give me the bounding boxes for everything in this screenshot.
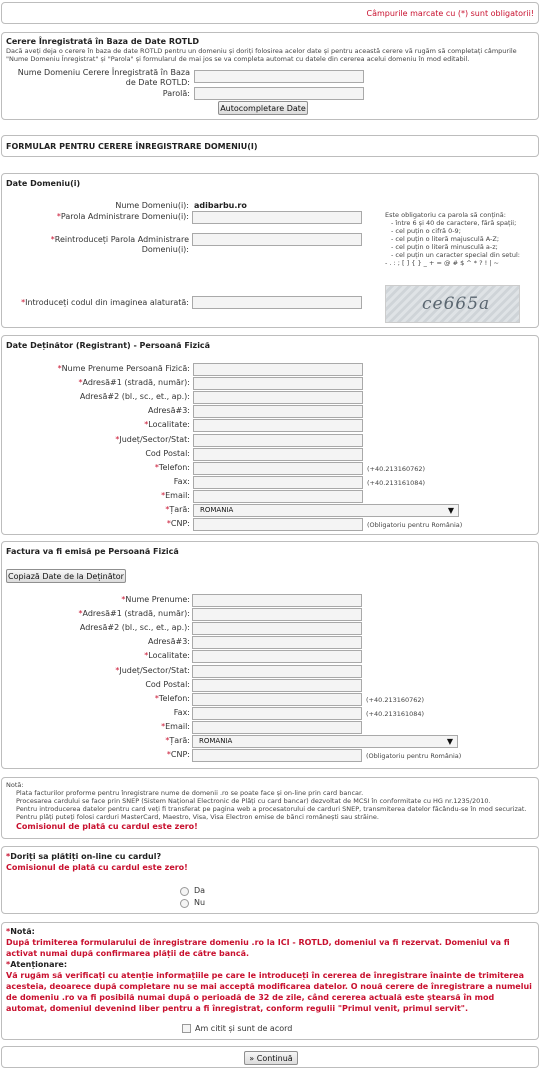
chevron-down-icon: ▼	[447, 506, 454, 515]
required-marker: *	[78, 609, 83, 619]
admin-password-label: Parola Administrare Domeniu(i):	[60, 212, 189, 221]
required-marker: *	[165, 736, 170, 745]
agree-label: Am citit și sunt de acord	[195, 1024, 293, 1033]
registrant-field-input[interactable]	[193, 405, 363, 418]
registrant-field-input[interactable]	[193, 448, 363, 461]
registrant-field-label-text: Adresă#1 (stradă, număr):	[82, 378, 190, 388]
billing-field-label-text: Județ/Sector/Stat:	[119, 665, 190, 675]
attention-text: Vă rugăm să verificați cu atenție informațiile pe care le introduceți în cererea de înregistrare înainte de trimiterea acesteia, deoarece după completare nu se mai acceptă modificarea datelor. O nouă cerere de înregistrare a numelui de domeniu .ro va fi posibilă numai după o perioadă de 32 de zile, când cererea actuală este ștearsă în mod automat, domeniul devenind liber pentru a fi înregistrat, conform regulii "Primul venit, primul servit".	[6, 971, 532, 1013]
registrant-field-label	[148, 406, 190, 416]
existing-domain-input[interactable]	[194, 70, 364, 83]
registrant-field-input[interactable]	[193, 391, 363, 404]
billing-field-label-text: CNP:	[170, 750, 190, 760]
autofill-button[interactable]: Autocompletare Date	[218, 101, 308, 115]
required-marker: *	[78, 378, 83, 388]
billing-field-label	[115, 666, 190, 676]
registrant-field-input[interactable]	[193, 490, 363, 503]
required-marker: *	[57, 364, 62, 373]
retype-password-label-1: Reintroduceți Parola Administrare	[54, 235, 189, 244]
billing-field-input[interactable]	[192, 608, 362, 621]
domain-section: Date Domeniu(i) Nume Domeniu(i): adibarbu.ro *Parola Administrare Domeniu(i): *Reintroduceți Parola Administrare Domeniu(i): *Introduceți codul din imaginea alaturată: Este obligatoriu ca parola să conțină: - între 6 și 40 de caractere, fără spații; - cel puțin o cifră 0-9; - cel puțin o literă majusculă A-Z; - cel puțin o literă minusculă a-z; - cel puțin un caracter special din setul: - . : ; [ ] { } _ + = @ # $ ^ * ? ! | ~ ce665a	[1, 173, 539, 328]
billing-country-value: ROMANIA	[199, 737, 233, 745]
billing-field-label	[145, 680, 190, 690]
billing-field-input[interactable]	[192, 665, 362, 678]
note-section	[1, 777, 539, 839]
registrant-field-label-text: Județ/Sector/Stat:	[119, 434, 190, 444]
domain-title: Date Domeniu(i)	[6, 179, 81, 188]
billing-field-label	[155, 694, 190, 704]
registrant-field-hint: (+40.213160762)	[367, 464, 426, 473]
billing-field-label-text: Adresă#3:	[147, 637, 190, 647]
billing-field-label-text: Nume Prenume:	[125, 595, 190, 604]
attention-title: Atenționare:	[10, 960, 68, 969]
registrant-field-input[interactable]	[193, 363, 363, 376]
billing-field-label-text: Adresă#1 (stradă, număr):	[82, 609, 190, 619]
continue-button[interactable]: » Continuă	[244, 1051, 298, 1065]
agree-checkbox[interactable]	[182, 1024, 191, 1033]
registrant-title: Date Deținător (Registrant) - Persoană Fizică	[6, 341, 211, 350]
registrant-field-label	[58, 364, 190, 374]
registrant-field-input[interactable]	[193, 476, 363, 489]
registrant-field-label-text: CNP:	[170, 519, 190, 529]
required-marker: *	[144, 651, 149, 661]
note-line: Procesarea cardului se face prin SNEP (Sistem Național Electronic de Plăți cu card bancar) dezvoltat de MCSI în conformitate cu HG nr.1235/2010.	[16, 797, 491, 805]
registrant-field-input[interactable]	[193, 377, 363, 390]
billing-field-label	[79, 609, 190, 619]
billing-field-label-text: Telefon:	[158, 693, 190, 703]
billing-field-label	[161, 722, 190, 732]
registrant-field-label-text: Nume Prenume Persoană Fizică:	[61, 364, 190, 373]
registrant-section	[1, 335, 539, 535]
payment-no-label: Nu	[194, 898, 206, 907]
billing-field-label	[148, 637, 190, 647]
payment-question: Doriți sa plătiți on-line cu cardul?	[10, 852, 162, 861]
chevron-down-icon: ▼	[446, 737, 453, 746]
billing-field-label-text: Cod Postal:	[145, 679, 190, 689]
existing-title: Cerere Înregistrată în Baza de Date ROTLD	[6, 37, 199, 46]
billing-field-input[interactable]	[192, 721, 362, 734]
billing-field-label-text: Email:	[165, 721, 190, 731]
required-marker: *	[166, 519, 171, 529]
billing-field-label	[144, 651, 190, 661]
payment-no-radio[interactable]	[180, 899, 189, 908]
captcha-label: Introduceți codul din imaginea alaturată:	[25, 298, 189, 307]
note-line: Pentru plăți puteți folosi carduri MasterCard, Maestro, Visa, Visa Electron emise de bănci românești sau străine.	[16, 813, 379, 821]
billing-field-input[interactable]	[192, 679, 362, 692]
payment-yes-label: Da	[194, 886, 206, 895]
existing-request-section	[1, 32, 539, 120]
payment-yes-radio[interactable]	[180, 887, 189, 896]
existing-password-label: Parolă:	[162, 89, 190, 98]
required-marker: *	[161, 490, 166, 500]
billing-field-input[interactable]	[192, 693, 362, 706]
registrant-field-input[interactable]	[193, 434, 363, 447]
copy-registrant-button[interactable]: Copiază Date de la Deținător	[6, 569, 126, 583]
registrant-field-label	[145, 449, 190, 459]
registrant-field-label	[174, 477, 190, 487]
note-line: Plata facturilor proforme pentru înregistrare nume de domenii .ro se poate face și on-line prin card bancar.	[16, 789, 364, 797]
existing-description: Dacă aveți deja o cerere în baza de date ROTLD pentru un domeniu și doriți folosirea acelor date și pentru această cerere vă rugăm să completați câmpurile "Nume Domeniu Înregistrat" și "Parola" și formularul de mai jos se va completa automat cu datele din cererea acelui domeniu în mod editabil.	[6, 47, 517, 63]
required-marker: *	[121, 595, 126, 604]
registrant-field-label	[165, 505, 190, 515]
required-marker: *	[165, 505, 170, 514]
registrant-field-hint: (Obligatoriu pentru România)	[367, 521, 463, 530]
billing-field-input[interactable]	[192, 749, 362, 762]
registrant-field-label	[155, 463, 190, 473]
attention-note-title: Notă:	[10, 927, 35, 936]
required-note: Câmpurile marcate cu (*) sunt obligatorii!	[366, 9, 534, 18]
form-title: FORMULAR PENTRU CERERE ÎNREGISTRARE DOMENIU(I)	[6, 142, 258, 151]
registrant-field-input[interactable]	[193, 518, 363, 531]
captcha-image	[385, 285, 520, 323]
required-marker: *	[115, 665, 120, 675]
registrant-field-label	[144, 420, 190, 430]
note-line: Pentru introducerea datelor pentru card veți fi transferat pe pagina web a procesatorului de carduri SNEP, transmiterea datelor făcându-se în mod securizat.	[16, 805, 527, 813]
billing-field-hint: (+40.213160762)	[366, 695, 425, 704]
registrant-field-label-text: Email:	[165, 490, 190, 500]
existing-name-label-1: Nume Domeniu Cerere Înregistrată în Baza	[17, 68, 190, 77]
registrant-field-input[interactable]	[193, 462, 363, 475]
billing-field-label	[165, 736, 190, 746]
payment-section: *Doriți sa plătiți on-line cu cardul? Comisionul de plată cu cardul este zero! Da Nu	[1, 846, 539, 914]
registrant-field-label-text: Localitate:	[148, 420, 190, 430]
note-commission: Comisionul de plată cu cardul este zero!	[16, 822, 198, 831]
billing-country-select[interactable]	[192, 735, 458, 748]
billing-field-label-text: Adresă#2 (bl., sc., et., ap.):	[79, 623, 190, 633]
payment-commission: Comisionul de plată cu cardul este zero!	[6, 863, 188, 872]
billing-title: Factura va fi emisă pe Persoană Fizică	[6, 547, 179, 556]
registrant-field-label	[79, 378, 190, 388]
billing-field-label-text: Țară:	[169, 736, 190, 745]
password-rules: Este obligatoriu ca parola să conțină: - între 6 și 40 de caractere, fără spații; - cel puțin o cifră 0-9; - cel puțin o literă majusculă A-Z; - cel puțin o literă minusculă a-z; - cel puțin un caracter special din setul: - . : ; [ ] { } _ + = @ # $ ^ * ? ! | ~	[385, 211, 520, 267]
billing-field-input[interactable]	[192, 622, 362, 635]
registrant-field-label	[80, 392, 190, 402]
attention-section: *Notă: După trimiterea formularului de înregistrare domeniu .ro la ICI - ROTLD, domeniul va fi rezervat. Domeniul va fi activat numai după confirmarea plății de către bancă. *Atenționare: Vă rugăm să verificați cu atenție informațiile pe care le introduceți în cererea de înregistrare înainte de trimiterea acesteia, deoarece după completare nu se mai acceptă modificarea datelor. O nouă cerere de înregistrare a numelui de domeniu .ro va fi posibilă numai după o perioadă de 32 de zile, când cererea actuală este ștearsă în mod automat, domeniul devenind liber pentru a fi înregistrat, conform regulii "Primul venit, primul servit". Am citit și sunt de acord	[1, 922, 539, 1040]
billing-field-label	[174, 708, 190, 718]
captcha-input[interactable]	[192, 296, 362, 309]
registrant-field-hint: (+40.213161084)	[367, 478, 426, 487]
billing-section	[1, 541, 539, 769]
billing-field-label	[167, 750, 190, 760]
registrant-field-input[interactable]	[193, 419, 363, 432]
required-marker: *	[166, 750, 171, 760]
required-marker: *	[115, 434, 120, 444]
registrant-field-label-text: Fax:	[173, 476, 190, 486]
registrant-field-label-text: Telefon:	[158, 462, 190, 472]
billing-field-label-text: Fax:	[173, 707, 190, 717]
registrant-field-label-text: Adresă#3:	[147, 406, 190, 416]
required-marker: *	[161, 721, 166, 731]
domain-name-label: Nume Domeniu(i):	[115, 201, 189, 210]
required-marker: *	[144, 420, 149, 430]
billing-field-input[interactable]	[192, 636, 362, 649]
form-title-box	[1, 135, 539, 157]
billing-field-hint: (Obligatoriu pentru România)	[366, 752, 462, 761]
required-note-box	[1, 2, 539, 24]
registrant-country-select[interactable]	[193, 504, 459, 517]
note-title: Notă:	[6, 781, 24, 789]
registrant-field-label-text: Cod Postal:	[145, 448, 190, 458]
registrant-field-label	[115, 435, 190, 445]
billing-field-input[interactable]	[192, 594, 362, 607]
captcha-text: ce665a	[422, 294, 491, 314]
attention-note-text: După trimiterea formularului de înregistrare domeniu .ro la ICI - ROTLD, domeniul va fi rezervat. Domeniul va fi activat numai după confirmarea plății de către bancă.	[6, 938, 510, 958]
registrant-country-value: ROMANIA	[200, 506, 234, 514]
retype-password-label-2: Domeniu(i):	[141, 245, 189, 254]
registrant-field-label-text: Țară:	[169, 505, 190, 514]
registrant-field-label	[167, 519, 190, 529]
registrant-field-label	[161, 491, 190, 501]
retype-password-input[interactable]	[192, 233, 362, 246]
admin-password-input[interactable]	[192, 211, 362, 224]
required-marker: *	[154, 462, 159, 472]
billing-field-input[interactable]	[192, 707, 362, 720]
continue-box	[1, 1046, 539, 1068]
billing-field-label	[80, 623, 190, 633]
registrant-field-label-text: Adresă#2 (bl., sc., et., ap.):	[79, 392, 190, 402]
existing-password-input[interactable]	[194, 87, 364, 100]
billing-field-hint: (+40.213161084)	[366, 709, 425, 718]
existing-name-label-2: de Date ROTLD:	[125, 78, 190, 87]
billing-field-input[interactable]	[192, 650, 362, 663]
required-marker: *	[154, 693, 159, 703]
domain-name-value: adibarbu.ro	[194, 201, 247, 210]
billing-field-label-text: Localitate:	[148, 651, 190, 661]
billing-field-label	[121, 595, 190, 605]
